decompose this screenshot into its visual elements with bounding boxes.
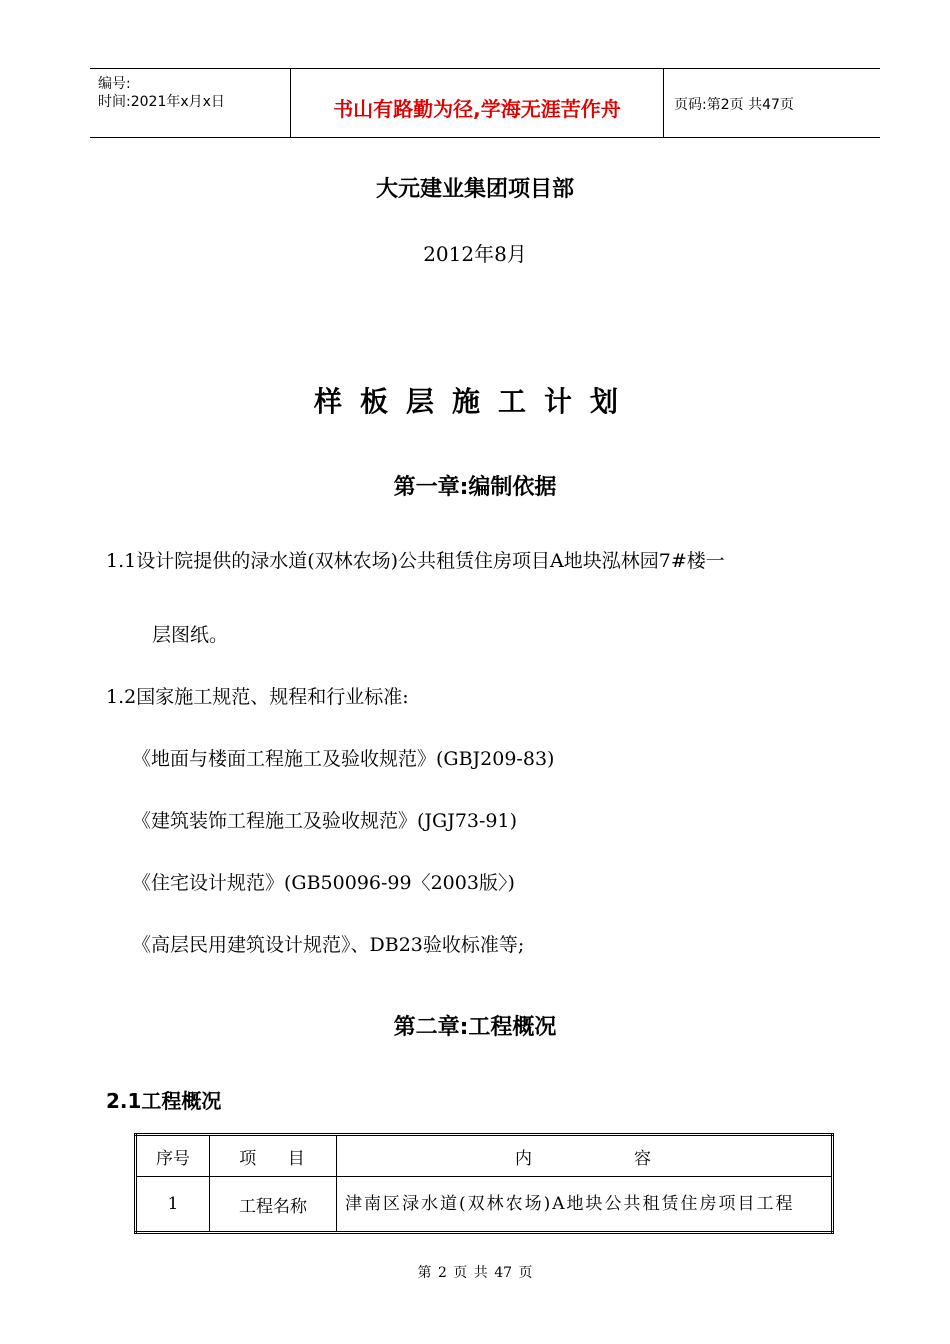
serial-label: 编号:	[98, 76, 131, 92]
header-motto-cell	[291, 69, 664, 137]
company-name: 大元建业集团项目部	[375, 177, 574, 202]
item-1-2: 1.2国家施工规范、规程和行业标准:	[106, 686, 409, 708]
header-item-label: 项 目	[239, 1148, 307, 1169]
standard-item: 《建筑装饰工程施工及验收规范》(JGJ73-91)	[132, 810, 518, 832]
header-content-part: 内	[515, 1148, 534, 1169]
page-footer: 第 2 页 共 47 页	[417, 1265, 533, 1281]
document-date: 2012年8月	[423, 242, 527, 266]
row-content	[337, 1177, 833, 1233]
item-1-1-line1: 1.1设计院提供的渌水道(双林农场)公共租赁住房项目A地块泓林园7#楼一	[106, 550, 725, 572]
row-num: 1	[136, 1177, 210, 1233]
chapter-2-heading: 第二章:工程概况	[393, 1015, 557, 1040]
header-meta-cell	[90, 69, 291, 137]
row-item: 工程名称	[210, 1177, 337, 1233]
standard-item: 《地面与楼面工程施工及验收规范》(GBJ209-83)	[132, 748, 555, 770]
motto-text: 书山有路勤为径,学海无涯苦作舟	[333, 97, 621, 121]
item-1-1-line2: 层图纸。	[152, 624, 229, 646]
section-2-1-heading: 2.1工程概况	[106, 1089, 222, 1113]
document-title: 样板层施工计划	[313, 385, 636, 418]
header-cell-num: 序号	[136, 1135, 210, 1177]
row-content-text: 津南区渌水道(双林农场)A地块公共租赁住房项目工程	[345, 1194, 795, 1214]
time-label: 时间:2021年x月x日	[98, 94, 225, 110]
header-content-part: 容	[634, 1148, 653, 1169]
header-cell-content	[337, 1135, 833, 1177]
page-header	[90, 68, 880, 138]
header-content-label	[345, 1144, 823, 1169]
project-info-table	[134, 1133, 834, 1234]
standard-item: 《高层民用建筑设计规范》、DB23验收标准等;	[132, 934, 525, 956]
chapter-1-heading: 第一章:编制依据	[393, 475, 557, 500]
header-cell-item	[210, 1135, 337, 1177]
standard-item: 《住宅设计规范》(GB50096-99〈2003版〉)	[132, 872, 515, 894]
table-row	[136, 1177, 833, 1233]
page-code: 页码:第2页 共47页	[674, 97, 794, 113]
table-header-row	[136, 1135, 833, 1177]
header-page-cell	[664, 69, 880, 137]
